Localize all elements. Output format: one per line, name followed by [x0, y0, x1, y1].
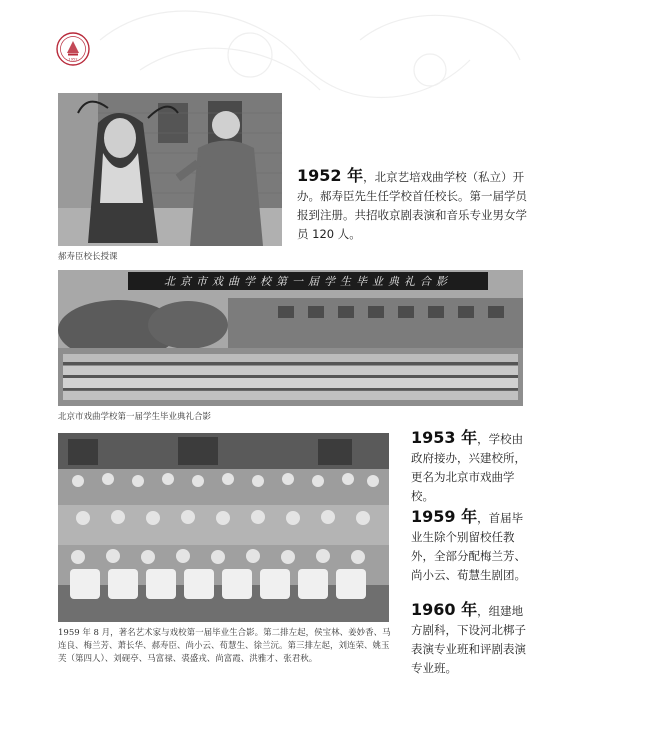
entry-text: ，学校由政府接办，兴建校所，更名为北京市戏曲学校。 [411, 432, 526, 503]
timeline-entry-1959 [411, 507, 531, 585]
year-label: 1959 年 [411, 507, 478, 526]
year-label: 1952 年 [297, 166, 364, 185]
timeline-entry-1952 [297, 166, 537, 244]
entry-text: ，组建地方剧科，下设河北梆子表演专业班和评剧表演专业班。 [411, 604, 526, 675]
photo-artists-with-graduates [58, 433, 389, 622]
photo-caption-middle: 北京市戏曲学校第一届学生毕业典礼合影 [58, 412, 212, 422]
timeline-entry-1960 [411, 600, 531, 678]
photo-banner-text: 北京市戏曲学校第一届学生毕业典礼合影 [164, 275, 452, 288]
year-label: 1953 年 [411, 428, 478, 447]
timeline-entry-1953 [411, 428, 531, 506]
logo-year: 1952 [68, 57, 78, 62]
photo-caption-top: 郝寿臣校长授课 [58, 252, 118, 262]
school-emblem-icon [56, 32, 90, 66]
photo-principal-teaching [58, 93, 282, 246]
entry-text: ，首届毕业生除个别留校任教外，全部分配梅兰芳、尚小云、荀慧生剧团。 [411, 511, 526, 582]
photo-graduation-group [58, 270, 523, 406]
photo-caption-bottom: 1959 年 8 月，著名艺术家与戏校第一届毕业生合影。第二排左起，侯宝林、姜妙香、马连良、梅兰芳、萧长华、郝寿臣、尚小云、荀慧生、徐兰沅。第三排左起，刘连荣、姚玉芙（第四人）、刘砚亭、马富禄、裘盛戎、尚富霞、洪雅才、张君秋。 [58, 628, 391, 664]
year-label: 1960 年 [411, 600, 478, 619]
entry-text: ，北京艺培戏曲学校（私立）开办。郝寿臣先生任学校首任校长。第一届学员报到注册。共招收京剧表演和音乐专业男女学员 120 人。 [297, 170, 527, 241]
